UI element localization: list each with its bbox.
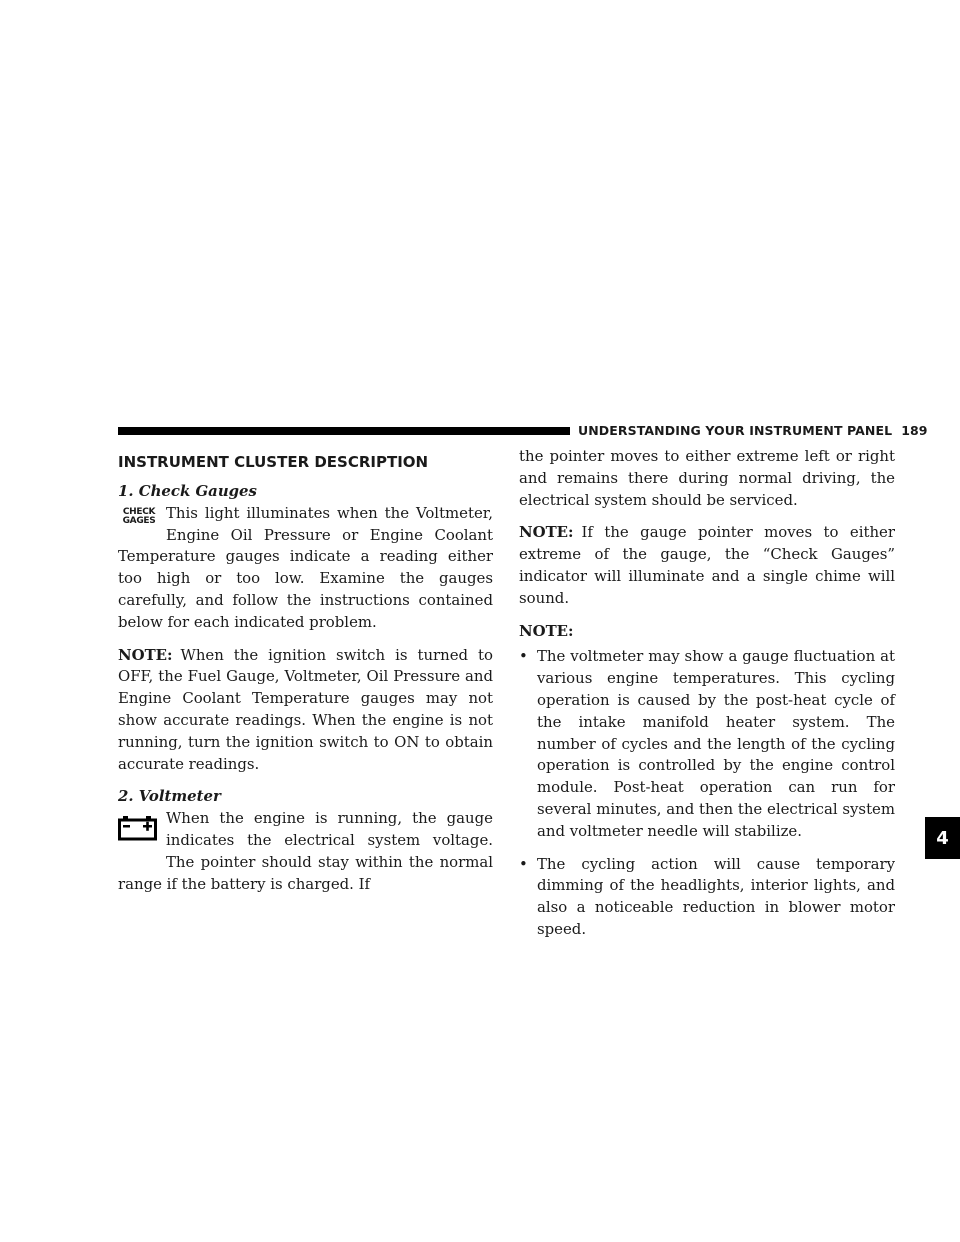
list-item-text: The cycling action will cause temporary dimming of the headlights, interior lights, and also a noticeable reduction in blower motor speed. [537, 854, 895, 938]
check-gauges-icon-line1: CHECK [122, 506, 156, 517]
chapter-tab: 4 [925, 817, 960, 859]
running-header [578, 423, 928, 438]
check-gauges-text: This light illuminates when the Voltmeter, Engine Oil Pressure or Engine Coolant Temperature gauges indicate a reading either too high or too low. Examine the gauges carefully, and follow the instructions contained below for each indicated problem. [118, 503, 493, 631]
battery-icon [118, 815, 160, 855]
check-gauges-icon-line2: GAGES [122, 515, 156, 526]
section-title: INSTRUMENT CLUSTER DESCRIPTION [118, 453, 429, 471]
note-label: NOTE: [519, 621, 574, 640]
voltmeter-text-continued: the pointer moves to either extreme left or right and remains there during normal driving, the electrical system should be serviced. [519, 447, 895, 509]
note-cycling [519, 621, 895, 941]
chapter-title: UNDERSTANDING YOUR INSTRUMENT PANEL [578, 423, 893, 438]
left-column [118, 446, 493, 895]
list-item-text: The voltmeter may show a gauge fluctuation at various engine temperatures. This cycling operation is caused by the post-heat cycle of the intake manifold heater system. The number of cycles and the length of the cycling operation is controlled by the engine control module. Post-heat operation can run for several minutes, and then the electrical system and voltmeter needle will stabilize. [537, 647, 895, 840]
note-ignition [118, 645, 493, 776]
list-item [519, 854, 895, 941]
check-gauges-heading: 1. Check Gauges [118, 482, 257, 500]
note-label: NOTE: [519, 523, 574, 542]
note-ignition-text: When the ignition switch is turned to OFF, the Fuel Gauge, Voltmeter, Oil Pressure and Engine Coolant Temperature gauges may not show accurate readings. When the engine is not running, turn the ignition switch to ON to obtain accurate readings. [118, 645, 493, 773]
voltmeter-heading: 2. Voltmeter [118, 787, 221, 806]
note-pointer-text: If the gauge pointer moves to either extreme of the gauge, the “Check Gauges” indicator will illuminate and a single chime will sound. [519, 523, 895, 607]
page-number: 189 [901, 423, 928, 438]
header-rule [118, 427, 570, 435]
note-bullet-list [519, 646, 895, 940]
voltmeter-text: When the engine is running, the gauge indicates the electrical system voltage. The pointer should stay within the normal range if the battery is charged. If [118, 809, 493, 893]
list-item [519, 646, 895, 842]
note-pointer [519, 522, 895, 609]
check-gauges-icon [118, 505, 160, 542]
bullet-icon: • [519, 647, 528, 666]
right-column [519, 446, 895, 941]
note-label: NOTE: [118, 645, 173, 664]
bullet-icon: • [519, 854, 528, 873]
